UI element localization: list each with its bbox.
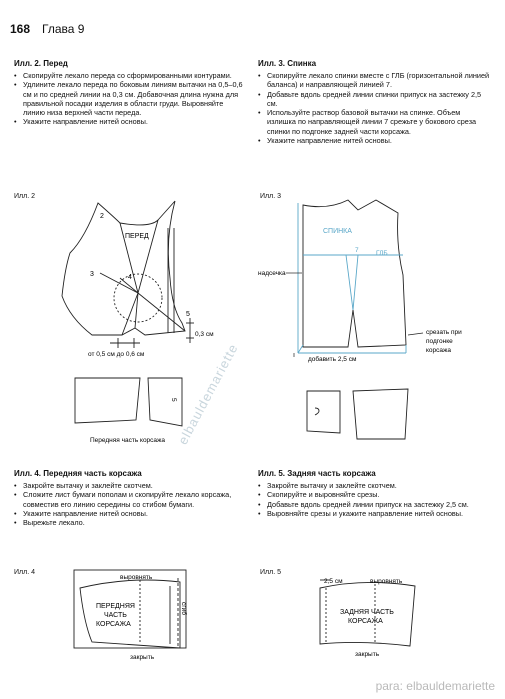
ill3-add-label: добавить 2,5 см <box>308 356 357 363</box>
ill4-fold-label: сгиб <box>180 602 187 615</box>
ill2-num-5: 5 <box>186 311 190 318</box>
ill3-part-label: СПИНКА <box>323 228 352 235</box>
watermark: elbauldemariette <box>175 340 241 448</box>
footer-credit: para: elbauldemariette <box>375 679 495 693</box>
ill4-piece-text-1: ПЕРЕДНЯЯ <box>96 603 135 610</box>
ill2-num-3: 3 <box>90 271 94 278</box>
list-item: • Вырежьте лекало. <box>14 518 246 527</box>
ill5-back-bodice <box>300 574 435 659</box>
ill4-label: Илл. 4 <box>14 569 35 576</box>
chapter-title: Глава 9 <box>42 22 85 36</box>
list-item: • Скопируйте лекало спинки вместе с ГЛБ (горизонтальной линией баланса) и направляющей линией 7. <box>258 71 490 90</box>
list-item: • Укажите направление нитей основы. <box>14 117 246 126</box>
section-front-bodice <box>14 469 246 527</box>
ill2-dim-side: 0,3 см <box>195 331 214 338</box>
list-item: • Удлините лекало переда по боковым линиям вытачки на 0,5–0,6 см и по средней линии на 0,3 см. Добавочная длина нужна для правильной посадки изделия в области груди. Выровняйте линию низа верхней части переда. <box>14 80 246 117</box>
ill3-cut-label-2: подгонке <box>426 338 453 345</box>
section-back-title: Илл. 3. Спинка <box>258 59 317 68</box>
section-front-title: Илл. 2. Перед <box>14 59 68 68</box>
ill5-dim-label: 2,5 см <box>324 578 343 585</box>
section-back-list <box>258 71 490 145</box>
ill3-back-pattern <box>258 195 488 370</box>
list-item: • Закройте вытачку и заклейте скотчем. <box>258 481 490 490</box>
ill2-num-2: 2 <box>100 213 104 220</box>
ill2-num-4: 4 <box>128 274 132 281</box>
ill4-piece-text-2: ЧАСТЬ <box>104 612 127 619</box>
ill3-cut-label-1: срезать при <box>426 329 462 336</box>
section-front <box>14 59 246 127</box>
ill3-notch-label: надсечка <box>258 270 286 277</box>
ill2-part-label: ПЕРЕД <box>125 233 149 240</box>
ill2-label: Илл. 2 <box>14 193 35 200</box>
list-item: • Добавьте вдоль средней линии припуск на застежку 2,5 см. <box>258 500 490 509</box>
ill5-piece-text-1: ЗАДНЯЯ ЧАСТЬ <box>340 609 394 616</box>
list-item: • Выровняйте срезы и укажите направление нитей основы. <box>258 509 490 518</box>
list-item: • Скопируйте и выровняйте срезы. <box>258 490 490 499</box>
ill3-small-pieces <box>305 383 415 443</box>
ill5-label: Илл. 5 <box>260 569 281 576</box>
section-front-bodice-title: Илл. 4. Передняя часть корсажа <box>14 469 142 478</box>
ill4-front-bodice <box>70 568 200 663</box>
ill2-front-pattern <box>40 198 240 448</box>
ill3-glb: ГЛБ <box>376 250 388 257</box>
ill4-close-label: закрыть <box>130 654 155 661</box>
ill4-align-label: выровнять <box>120 574 153 581</box>
list-item: • Укажите направление нитей основы. <box>258 136 490 145</box>
section-front-list <box>14 71 246 127</box>
section-front-bodice-list <box>14 481 246 527</box>
page-number: 168 <box>10 22 31 36</box>
section-back-bodice <box>258 469 490 518</box>
section-back-bodice-list <box>258 481 490 518</box>
ill5-close-label: закрыть <box>355 651 380 658</box>
ill4-piece-text-3: КОРСАЖА <box>96 621 131 628</box>
list-item: • Скопируйте лекало переда со сформированными контурами. <box>14 71 246 80</box>
list-item: • Закройте вытачку и заклейте скотчем. <box>14 481 246 490</box>
ill2-piece-caption: Передняя часть корсажа <box>90 437 165 444</box>
list-item: • Укажите направление нитей основы. <box>14 509 246 518</box>
ill5-piece-text-2: КОРСАЖА <box>348 618 383 625</box>
ill3-cut-label-3: корсажа <box>426 347 451 354</box>
ill3-label: Илл. 3 <box>260 193 281 200</box>
list-item: • Добавьте вдоль средней линии спинки припуск на застежку 2,5 см. <box>258 90 490 109</box>
section-back <box>258 59 490 145</box>
ill3-num-7: 7 <box>355 247 359 254</box>
ill5-align-label: выровнять <box>370 578 403 585</box>
ill2-dim-bottom: от 0,5 см до 0,6 см <box>88 351 145 358</box>
ill2-piece-number: 5 <box>170 398 177 402</box>
section-back-bodice-title: Илл. 5. Задняя часть корсажа <box>258 469 376 478</box>
list-item: • Используйте раствор базовой вытачки на спинке. Объем излишка по направляющей линии 7 срежьте у бокового среза спинки по подгонке задней части корсажа. <box>258 108 490 136</box>
list-item: • Сложите лист бумаги пополам и скопируйте лекало корсажа, совместив его линию середины со стибом бумаги. <box>14 490 246 509</box>
